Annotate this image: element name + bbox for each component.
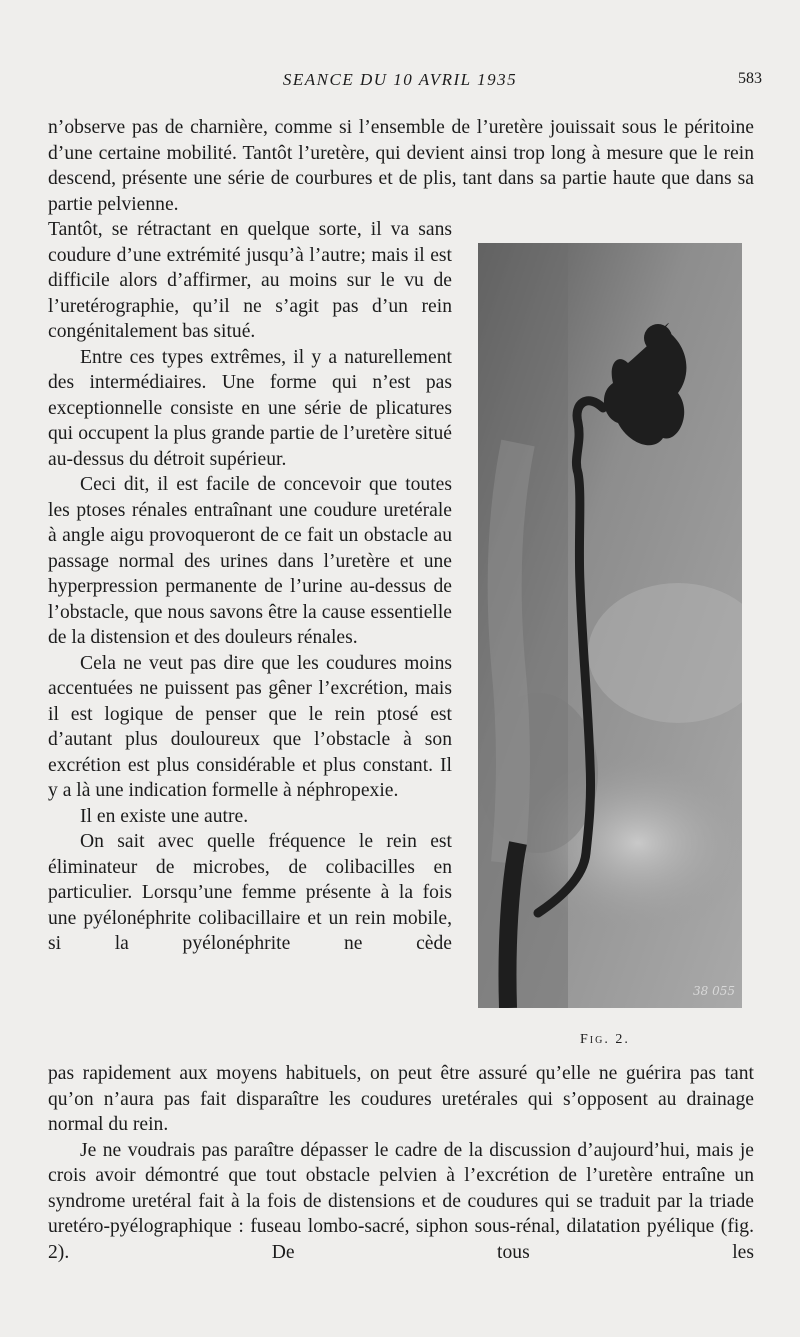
running-header xyxy=(0,70,800,98)
text-block-narrow xyxy=(48,217,452,957)
paragraph: pas rapidement aux moyens habituels, on peut être assuré qu’elle ne guérira pas tant qu’on n’aura pas fait disparaître les coudures uretérales qui s’opposent au drainage normal du rein. xyxy=(48,1063,754,1135)
text-block-top xyxy=(48,115,754,217)
paragraph: n’observe pas de charnière, comme si l’ensemble de l’uretère jouissait sous le péritoine d’une certaine mobilité. Tantôt l’uretère, qui devient ainsi trop long à mesure que le rein descend, présente une série de courbures et de plis, tant dans sa partie haute que dans sa partie pelvienne. xyxy=(48,117,754,215)
running-title: SEANCE DU 10 AVRIL 1935 xyxy=(282,70,518,89)
plate-mark: 38 055 xyxy=(693,984,735,998)
figure-caption: Fig. 2. xyxy=(580,1032,630,1047)
paragraph: On sait avec quelle fréquence le rein est éliminateur de microbes, de colibacilles en particulier. Lorsqu’une femme présente à la fois une pyélonéphrite colibacillaire et un rein mobile, si la pyélonéphrite ne cède xyxy=(48,831,452,954)
paragraph: Je ne voudrais pas paraître dépasser le cadre de la discussion d’aujourd’hui, mais je crois avoir démontré que tout obstacle pelvien à l’excrétion de l’uretère entraîne un syndrome uretéral fait à la fois de distensions et de coudures qui se traduit par la triade uretéro-pyélographique : fuseau lombo-sacré, siphon sous-rénal, dilatation pyélique (fig. 2). De tous les xyxy=(48,1139,754,1263)
paragraph: Cela ne veut pas dire que les coudures moins accentuées ne puissent pas gêner l’excrétion, mais il est logique de penser que le rein ptosé est d’autant plus douloureux que l’obstacle à son excrétion est plus considérable et plus constant. Il y a là une indication formelle à néphropexie. xyxy=(48,652,452,801)
paragraph: Entre ces types extrêmes, il y a naturellement des intermédiaires. Une forme qui n’est pas exceptionnelle consiste en une série de plicatures qui occupent la plus grande partie de l’uretère situé au-dessus du détroit supérieur. xyxy=(48,346,452,470)
paragraph: Tantôt, se rétractant en quelque sorte, il va sans coudure d’une extrémité jusqu’à l’autre; mais il est difficile alors d’affirmer, au moins sur le vu de l’uretérographie, qu’il ne s’agit pas d’un rein congénitalement bas situé. xyxy=(48,219,452,342)
paragraph: Ceci dit, il est facile de concevoir que toutes les ptoses rénales entraînant une coudure uretérale à angle aigu provoqueront de ce fait un obstacle au passage normal des urines dans l’uretère et une hyperpression permanente de l’urine au-dessus de l’obstacle, que nous savons être la cause essentielle de la distension et des douleurs rénales. xyxy=(48,474,452,648)
radiograph-drawing xyxy=(478,243,742,1008)
text-block-bottom xyxy=(48,1061,754,1265)
page-number: 583 xyxy=(738,70,762,87)
paragraph: Il en existe une autre. xyxy=(80,805,249,827)
radiograph-image xyxy=(478,243,742,1008)
